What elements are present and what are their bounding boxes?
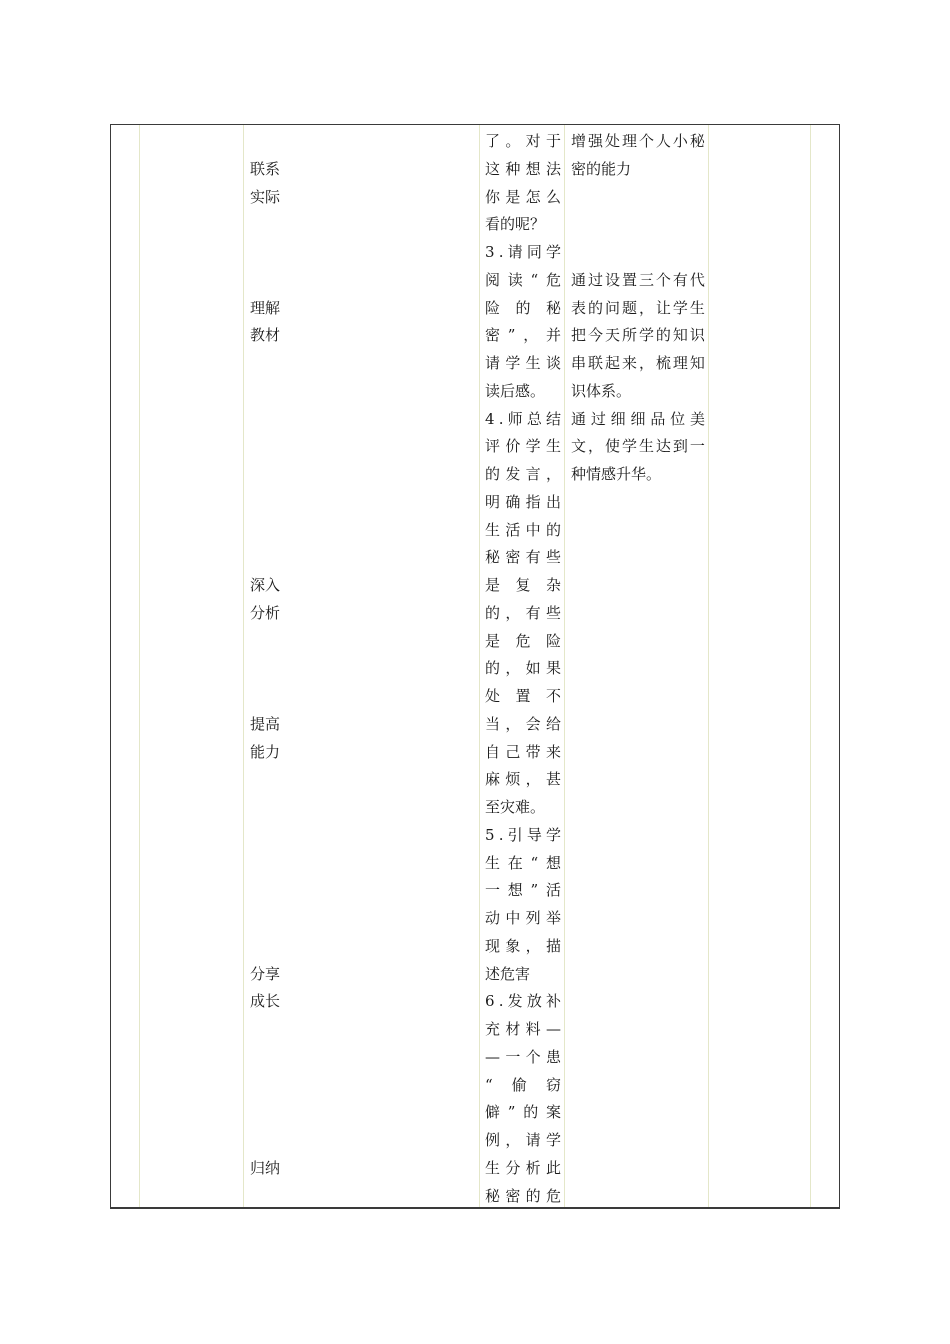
teacher-activity-line: 评 价 学 生 <box>485 437 561 456</box>
teacher-activity-line: 6 . 发 放 补 <box>485 992 561 1011</box>
column-divider <box>810 125 811 1207</box>
column-divider <box>243 125 244 1207</box>
teacher-activity-line: 读后感。 <box>485 381 546 400</box>
teacher-activity-line: 看的呢？ <box>485 215 546 234</box>
teacher-activity-line: 是 复 杂 <box>485 576 561 594</box>
teacher-activity-line: 险 的 秘 <box>485 298 561 317</box>
design-intent-line: 密的能力 <box>571 159 632 178</box>
stage-label-line: 能力 <box>250 742 281 761</box>
teacher-activity-line: 述危害 <box>485 964 531 983</box>
teacher-activity-line: 自 己 带 来 <box>485 742 561 761</box>
teacher-activity-line: 生 活 中 的 <box>485 520 561 539</box>
teacher-activity-line: 充 材 料 — <box>485 1020 561 1038</box>
teacher-activity-line: 现 象 ， 描 <box>485 936 561 955</box>
design-intent-line: 表 的 问 题 ， 让 学 生 <box>571 298 705 317</box>
teacher-activity-line: — 一 个 患 <box>485 1047 561 1066</box>
teacher-activity-line: 阅 读 “ 危 <box>485 270 561 289</box>
teacher-activity-line: 这 种 想 法 <box>485 159 561 178</box>
stage-label-line: 归纳 <box>250 1158 281 1177</box>
teacher-activity-line: 你 是 怎 么 <box>485 187 561 206</box>
stage-label-line: 理解 <box>250 298 281 317</box>
design-intent-line: 种情感升华。 <box>571 465 662 483</box>
teacher-activity-line: 请 学 生 谈 <box>485 354 561 372</box>
teacher-activity-line: 生 分 析 此 <box>485 1158 561 1177</box>
teacher-activity-line: 明 确 指 出 <box>485 492 561 511</box>
teacher-activity-line: 的 发 言 ， <box>485 465 561 483</box>
stage-label-line: 联系 <box>250 159 281 178</box>
design-intent-line: 通 过 细 细 品 位 美 <box>571 409 705 428</box>
column-divider <box>708 125 709 1207</box>
teacher-activity-line: 当 ， 会 给 <box>485 714 561 733</box>
teacher-activity-line: 的 ， 如 果 <box>485 659 561 678</box>
teacher-activity-line: 生 在 “ 想 <box>485 853 561 872</box>
lesson-plan-table <box>110 124 840 1209</box>
design-intent-line: 通 过 设 置 三 个 有 代 <box>571 270 705 289</box>
teacher-activity-line: “ 偷 窃 <box>485 1075 561 1094</box>
teacher-activity-line: 4 . 师 总 结 <box>485 409 561 428</box>
teacher-activity-line: 是 危 险 <box>485 631 561 650</box>
column-divider <box>479 125 480 1207</box>
design-intent-column <box>571 125 705 1207</box>
column-divider <box>564 125 565 1207</box>
stage-label-line: 提高 <box>250 714 281 733</box>
design-intent-line: 串 联 起 来 ， 梳 理 知 <box>571 354 705 372</box>
teacher-activity-line: 处 置 不 <box>485 687 561 705</box>
teacher-activity-column <box>485 125 561 1207</box>
design-intent-line: 识体系。 <box>571 381 632 400</box>
stage-label-line: 分享 <box>250 964 281 983</box>
stage-label-line: 教材 <box>250 326 281 345</box>
teacher-activity-line: 秘 密 有 些 <box>485 548 561 567</box>
teacher-activity-line: 麻 烦 ， 甚 <box>485 770 561 789</box>
stage-label-line: 分析 <box>250 603 281 622</box>
teacher-activity-line: 的 ， 有 些 <box>485 603 561 622</box>
teacher-activity-line: 例 ， 请 学 <box>485 1131 561 1149</box>
teacher-activity-line: 一 想 ” 活 <box>485 881 561 900</box>
teacher-activity-line: 3 . 请 同 学 <box>485 243 561 261</box>
teacher-activity-line: 了 。 对 于 <box>485 132 561 150</box>
column-divider <box>139 125 140 1207</box>
teacher-activity-line: 5 . 引 导 学 <box>485 825 561 844</box>
teacher-activity-line: 至灾难。 <box>485 798 546 816</box>
teacher-activity-line: 密 ” ， 并 <box>485 326 561 345</box>
teaching-stage-column <box>250 125 310 1207</box>
teacher-activity-line: 动 中 列 举 <box>485 909 561 927</box>
stage-label-line: 实际 <box>250 187 281 206</box>
stage-label-line: 深入 <box>250 576 281 594</box>
design-intent-line: 增 强 处 理 个 人 小 秘 <box>571 132 705 150</box>
teacher-activity-line: 僻 ” 的 案 <box>485 1103 561 1122</box>
design-intent-line: 文 ， 使 学 生 达 到 一 <box>571 437 705 456</box>
teacher-activity-line: 秘 密 的 危 <box>485 1186 561 1205</box>
design-intent-line: 把 今 天 所 学 的 知 识 <box>571 326 705 345</box>
stage-label-line: 成长 <box>250 992 281 1011</box>
